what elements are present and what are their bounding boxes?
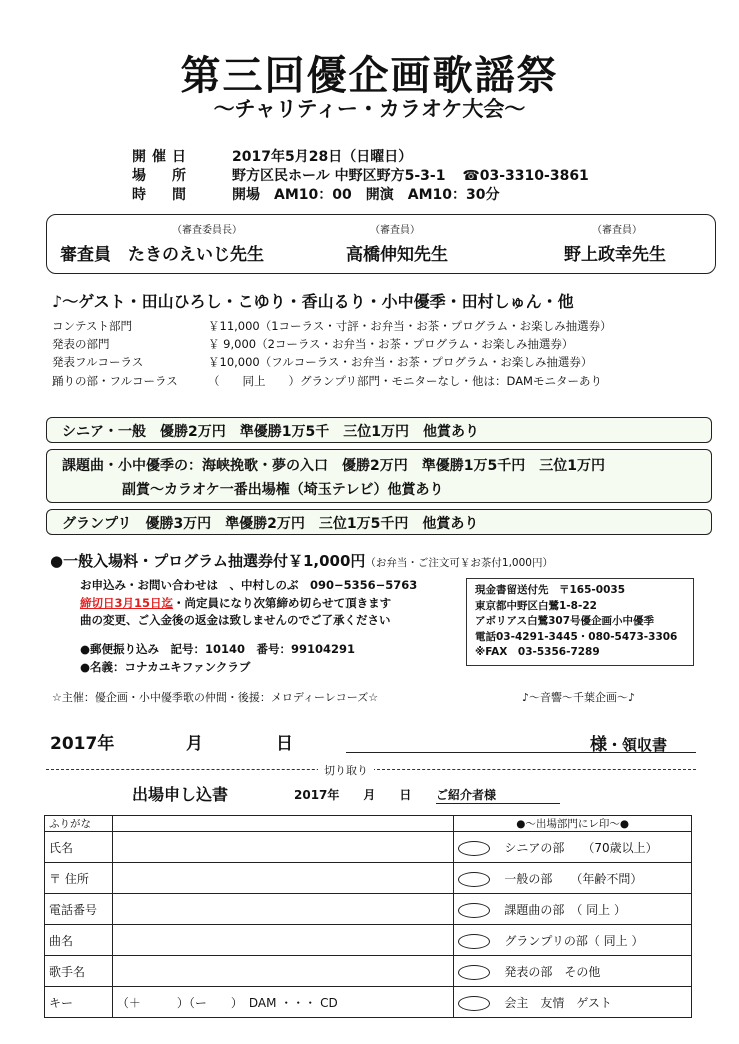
info-place (132, 165, 589, 185)
name-field[interactable] (112, 832, 453, 863)
introducer-line (436, 803, 560, 804)
address-box (466, 578, 694, 666)
form-row (45, 863, 692, 894)
place-value: 野方区民ホール 中野区野方5-3-1 (232, 168, 446, 184)
fee-detail: ￥ 9,000（2コーラス・お弁当・お茶・プログラム・お楽しみ抽選券） (208, 337, 574, 351)
fee-name: 発表フルコーラス (52, 355, 144, 369)
fee-row (52, 336, 573, 352)
section-option[interactable] (454, 863, 692, 894)
contact-line2 (80, 595, 391, 611)
address-field[interactable] (112, 863, 453, 894)
phone-field[interactable] (112, 894, 453, 925)
address-line: ※FAX 03-5356-7289 (475, 646, 600, 658)
option-label: シニアの部 （70歳以上） (504, 840, 658, 855)
contact-line3: 曲の変更、ご入金後の返金は致しませんのでご了承ください (80, 613, 391, 627)
option-label: 会主 友情 ゲスト (504, 995, 612, 1010)
address-line: 東京都中野区白鷺1-8-22 (475, 599, 597, 612)
fee-detail: （ 同上 ）グランプリ部門・モニターなし・他は：DAMモニターあり (208, 374, 602, 388)
section-option[interactable] (454, 832, 692, 863)
receipt-year: 2017年 (50, 734, 115, 754)
admission-main: ●一般入場料・プログラム抽選券付￥1,000円 (50, 552, 366, 570)
contact-line1: お申込み・お問い合わせは 、中村しのぶ 090−5356−5763 (80, 578, 418, 592)
address-line: 電話03-4291-3445・080-5473-3306 (475, 630, 678, 643)
checkbox-circle[interactable] (458, 934, 490, 949)
form-row (45, 987, 692, 1018)
prize-grandprix: グランプリ 優勝3万円 準優勝2万円 三位1万5千円 他賞あり (62, 516, 479, 532)
singer-field[interactable] (112, 956, 453, 987)
form-header-row (45, 816, 692, 832)
key-field[interactable]: （＋ ）（ー ） DAM ・・・ CD (112, 987, 453, 1018)
checkbox-circle[interactable] (458, 965, 490, 980)
judge-name-1: 審査員 たきのえいじ先生 (60, 245, 264, 265)
field-label: 〒 住所 (45, 863, 113, 894)
section-option[interactable] (454, 925, 692, 956)
sponsor: ☆主催：優企画・小中優季歌の仲間・後援：メロディーレコーズ☆ (52, 691, 379, 704)
account-name: ●名義：コナカユキファンクラブ (80, 660, 251, 674)
option-label: 課題曲の部 （ 同上 ） (504, 902, 626, 917)
prize-kadai-line1: 課題曲・小中優季の：海峡挽歌・夢の入口 優勝2万円 準優勝1万5千円 三位1万円 (62, 458, 605, 474)
time-label: 時 間 (132, 187, 192, 203)
fee-detail: ￥11,000（1コーラス・寸評・お弁当・お茶・プログラム・お楽しみ抽選券） (208, 319, 612, 333)
judge-role-3: （審査員） (592, 225, 642, 236)
receipt-day: 日 (276, 734, 293, 754)
form-title: 出場申し込書 (132, 785, 229, 804)
checkbox-circle[interactable] (458, 996, 490, 1011)
field-label: 曲名 (45, 925, 113, 956)
address-line: アボリアス白鷺307号優企画小中優季 (475, 615, 654, 627)
admission (50, 550, 553, 571)
field-label: 電話番号 (45, 894, 113, 925)
place-label: 場 所 (132, 168, 192, 184)
guest-list: ♪〜ゲスト・田山ひろし・こゆり・香山るり・小中優季・田村しゅん・他 (52, 292, 574, 311)
song-field[interactable] (112, 925, 453, 956)
option-label: グランプリの部（ 同上 ） (504, 933, 644, 948)
date-value: 2017年5月28日（日曜日） (232, 149, 413, 165)
fee-name: コンテスト部門 (52, 319, 133, 333)
fee-row (52, 318, 612, 334)
field-label: 歌手名 (45, 956, 113, 987)
time-value: 開場 AM10：00 開演 AM10：30分 (232, 187, 500, 203)
field-label: 氏名 (45, 832, 113, 863)
fee-row (52, 354, 592, 370)
form-date: 2017年 月 日 (294, 788, 412, 802)
checkbox-circle[interactable] (458, 841, 490, 856)
page-subtitle: 〜チャリティー・カラオケ大会〜 (213, 97, 526, 121)
phone-number: ☎03-3310-3861 (462, 168, 589, 184)
field-label: キー (45, 987, 113, 1018)
form-row (45, 925, 692, 956)
form-row (45, 894, 692, 925)
judge-name-2: 高橋伸知先生 (346, 245, 448, 265)
contact-line2-rest: ・尚定員になり次第締め切らせて頂きます (173, 596, 392, 610)
date-label: 開催日 (132, 149, 192, 165)
option-label: 一般の部 （年齢不問） (504, 871, 643, 886)
receipt-title (590, 730, 667, 755)
receipt-sama: 様 (590, 735, 607, 755)
application-form (44, 815, 692, 1018)
info-date (132, 146, 412, 166)
form-row (45, 832, 692, 863)
prize-kadai-line2: 副賞〜カラオケ一番出場権（埼玉テレビ）他賞あり (122, 482, 444, 498)
form-introducer: ご紹介者様 (436, 788, 497, 802)
section-header: ●〜出場部門にレ印〜● (454, 816, 692, 832)
judge-role-1: （審査委員長） (172, 225, 242, 236)
prize-senior: シニア・一般 優勝2万円 準優勝1万5千 三位1万円 他賞あり (62, 424, 479, 440)
judge-role-2: （審査員） (370, 225, 420, 236)
fee-name: 発表の部門 (52, 337, 110, 351)
info-time (132, 184, 499, 204)
checkbox-circle[interactable] (458, 903, 490, 918)
address-line: 現金書留送付先 〒165-0035 (475, 584, 625, 596)
receipt-month: 月 (186, 734, 203, 754)
section-option[interactable] (454, 956, 692, 987)
page-title: 第三回優企画歌謡祭 (180, 53, 559, 99)
furigana-label: ふりがな (45, 816, 113, 832)
form-row (45, 956, 692, 987)
fee-detail: ￥10,000（フルコーラス・お弁当・お茶・プログラム・お楽しみ抽選券） (208, 355, 593, 369)
cut-label: 切り取り (318, 762, 374, 778)
deadline: 締切日3月15日迄 (80, 596, 174, 610)
receipt-label: ・領収書 (607, 736, 668, 754)
judge-name-3: 野上政幸先生 (564, 245, 666, 265)
checkbox-circle[interactable] (458, 872, 490, 887)
postal-transfer: ●郵便振り込み 記号：10140 番号：99104291 (80, 642, 356, 656)
sponsor-sound: ♪〜音響〜千葉企画〜♪ (522, 691, 636, 704)
furigana-field[interactable] (112, 816, 453, 832)
fee-row (52, 373, 602, 389)
fee-name: 踊りの部・フルコーラス (52, 374, 178, 388)
admission-note: （お弁当・ご注文可￥お茶付1,000円） (365, 557, 553, 569)
option-label: 発表の部 その他 (504, 964, 601, 979)
section-option[interactable] (454, 987, 692, 1018)
section-option[interactable] (454, 894, 692, 925)
